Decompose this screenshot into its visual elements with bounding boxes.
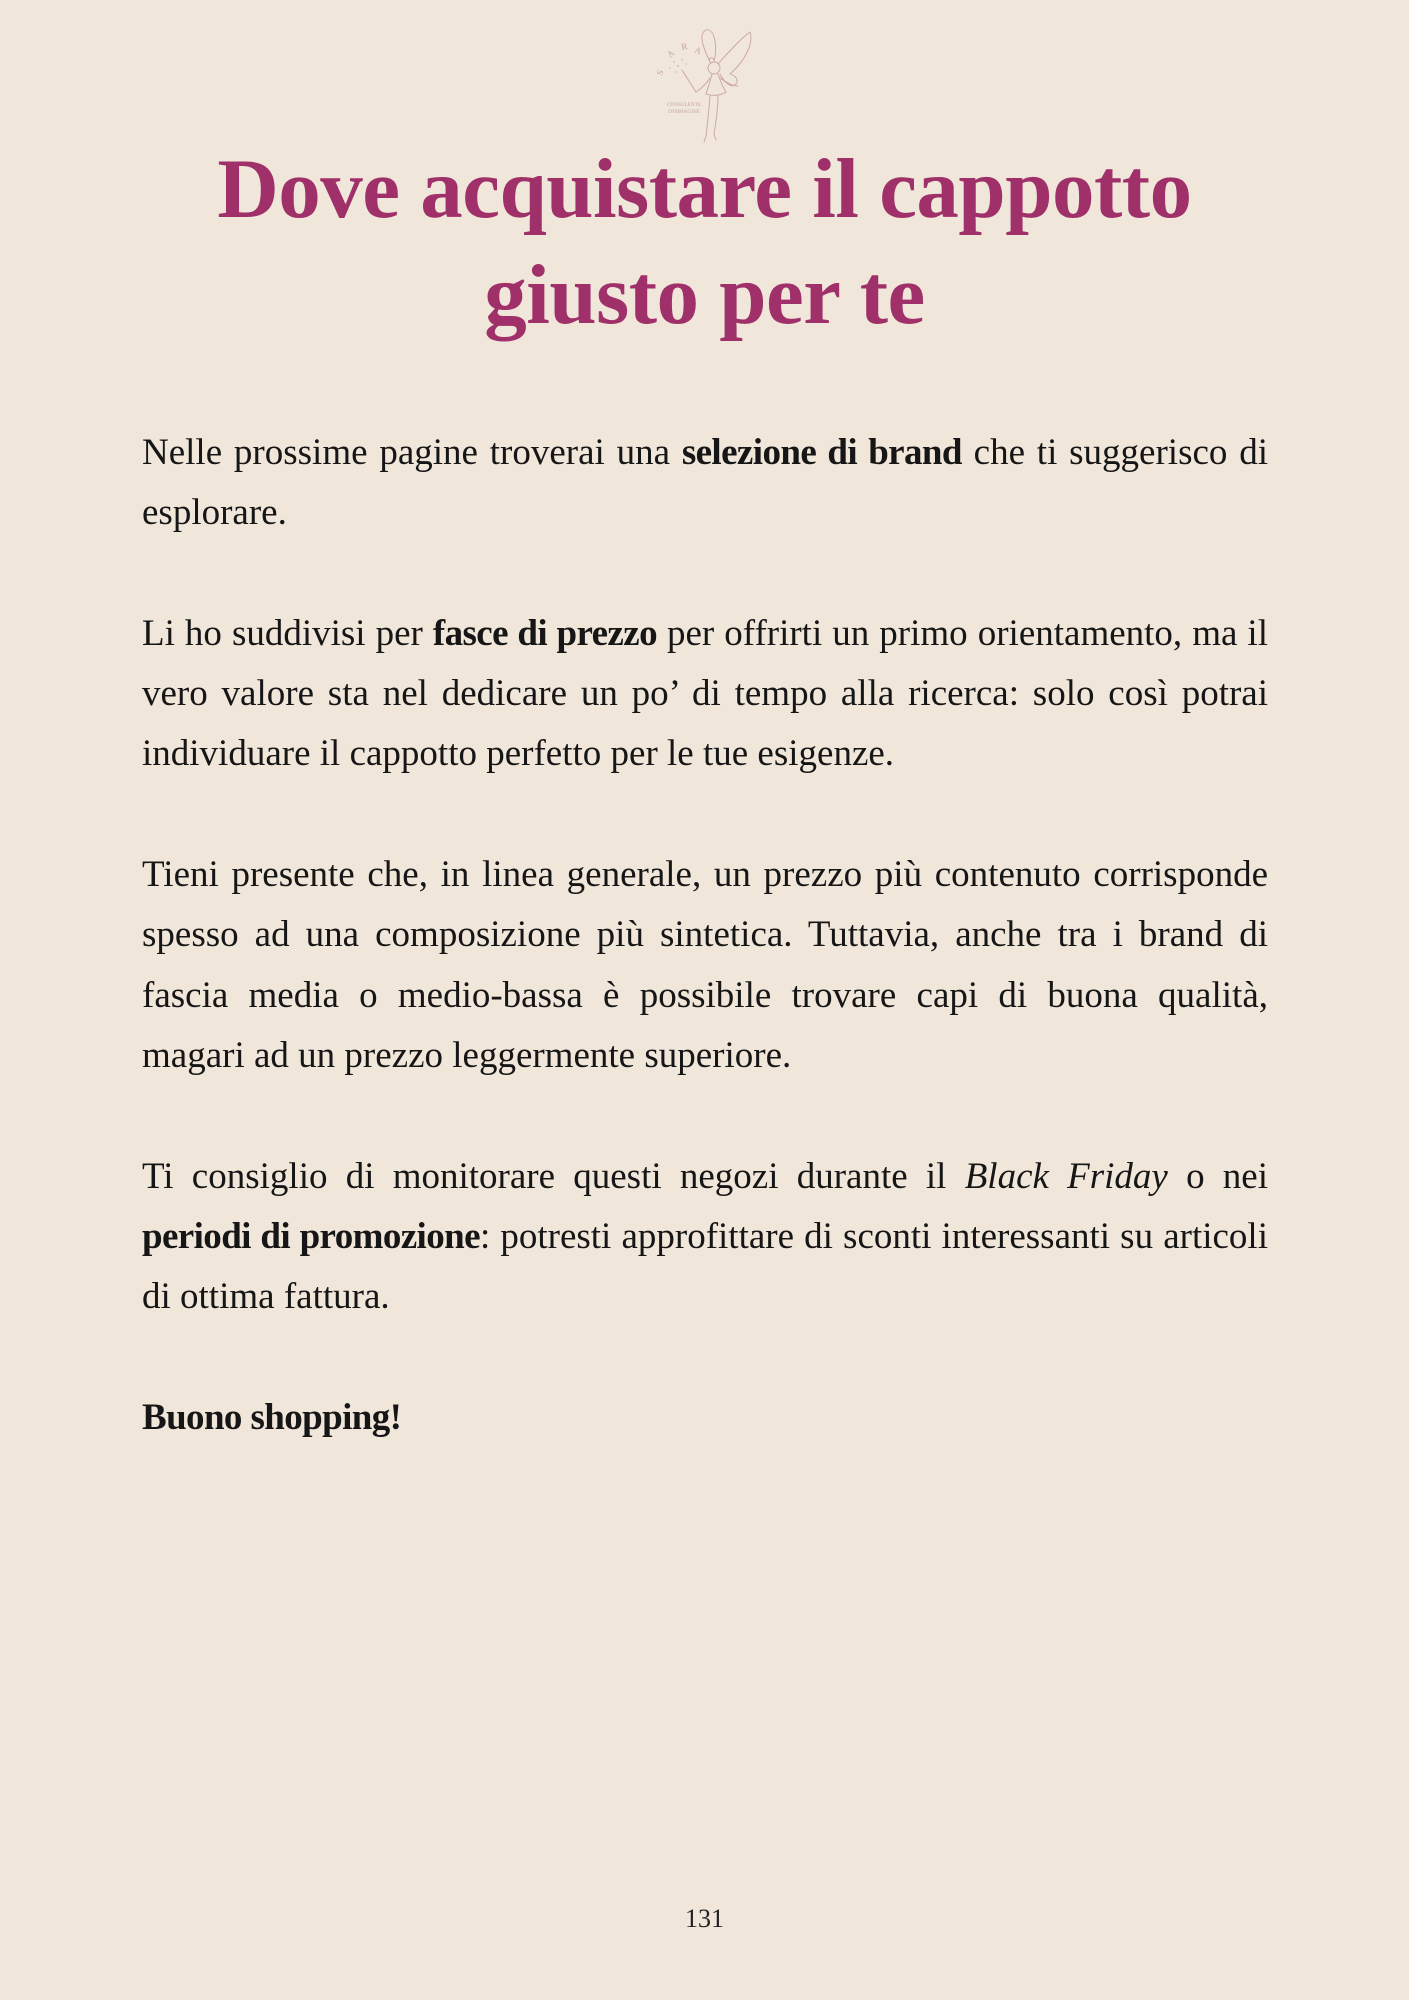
page-title-line-2: giusto per te xyxy=(484,248,925,342)
page-title-line-1: Dove acquistare il cappotto xyxy=(217,142,1192,236)
text: Li ho suddivisi per xyxy=(142,612,433,654)
text: per offrirti un primo orientamento, ma il vero valore sta nel dedicare un po’ di tempo alla ricerca: solo così potrai individuare il cappotto perfetto per le tue esigenze. xyxy=(142,612,1268,775)
italic-text-black-friday: Black Friday xyxy=(964,1155,1168,1197)
text: che ti suggerisco di esplorare. xyxy=(142,432,1268,534)
bold-text-promotion-periods: periodi di promozione xyxy=(142,1215,480,1257)
svg-text:A: A xyxy=(664,47,677,60)
brand-logo xyxy=(648,22,764,144)
svg-text:S: S xyxy=(654,68,666,77)
text: Nelle prossime pagine troverai una xyxy=(142,432,682,473)
svg-text:A: A xyxy=(693,44,703,57)
text: o nei xyxy=(1167,1155,1269,1197)
page-number: 131 xyxy=(685,1904,724,1933)
paragraph-quality-note xyxy=(142,845,1268,1086)
svg-text:R: R xyxy=(680,41,689,52)
bold-text-price-ranges: fasce di prezzo xyxy=(432,612,657,654)
closing-text: Buono shopping! xyxy=(142,1396,402,1438)
paragraph-intro xyxy=(142,423,1268,544)
logo-subtitle-1: CONSULENTE xyxy=(666,102,702,108)
bold-text-brand-selection: selezione di brand xyxy=(681,432,962,473)
paragraph-promotions xyxy=(142,1147,1268,1328)
body-content xyxy=(142,423,1268,1448)
text: : potresti approfittare di sconti interessanti su articoli di ottima fattura. xyxy=(142,1215,1268,1318)
text: Ti consiglio di monitorare questi negozi durante il xyxy=(142,1155,965,1197)
paragraph-price-ranges xyxy=(142,604,1268,785)
fairy-logo-icon xyxy=(648,22,764,144)
closing-line xyxy=(142,1388,1268,1448)
text: Tieni presente che, in linea generale, un prezzo più contenuto corrisponde spesso ad una composizione più sintetica. Tuttavia, anche tra i brand di fascia media o medio-bassa è possibile trovare capi di buona qualità, magari ad un prezzo leggermente superiore. xyxy=(142,854,1268,1076)
logo-subtitle-2: D'IMMAGINE xyxy=(668,109,700,115)
page-title xyxy=(0,136,1409,348)
